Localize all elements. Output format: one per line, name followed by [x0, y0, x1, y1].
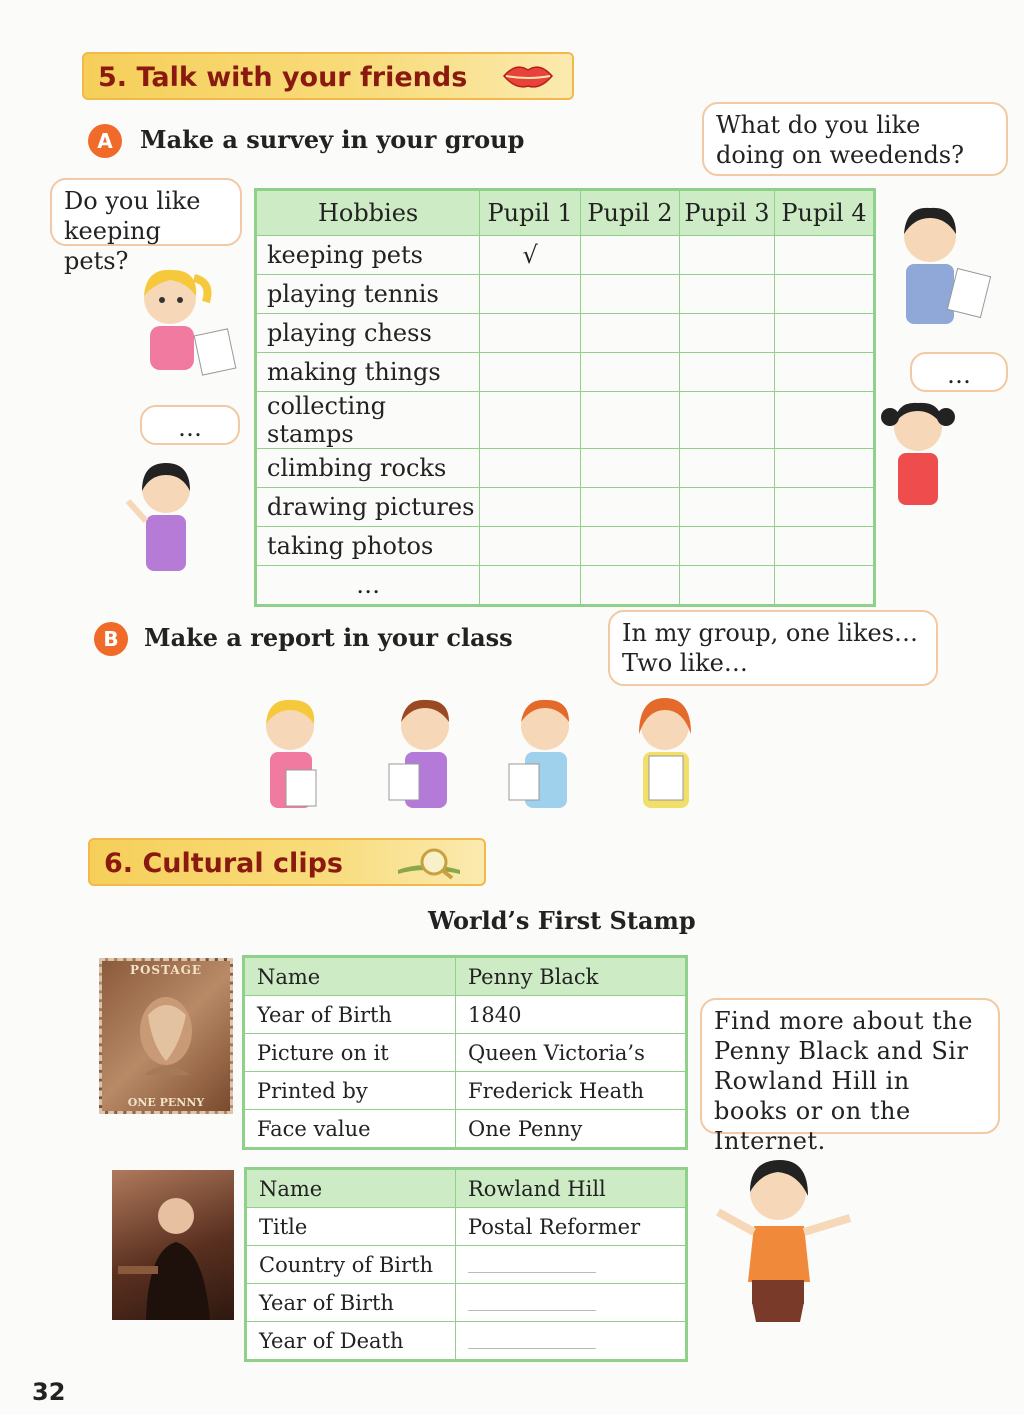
survey-cell[interactable]	[480, 527, 581, 566]
hobby-cell: keeping pets	[256, 236, 480, 275]
survey-cell[interactable]	[679, 566, 774, 606]
survey-header-hobbies: Hobbies	[256, 190, 480, 236]
survey-cell[interactable]	[480, 488, 581, 527]
survey-cell[interactable]	[581, 392, 680, 449]
survey-cell[interactable]	[581, 449, 680, 488]
survey-header-pupil-3: Pupil 3	[679, 190, 774, 236]
info-value: Penny Black	[456, 957, 687, 996]
blank-line[interactable]	[468, 1328, 596, 1349]
girl-pigtails-illustration	[880, 395, 960, 515]
table-row	[246, 1246, 687, 1284]
survey-cell[interactable]	[775, 527, 875, 566]
info-label: Country of Birth	[246, 1246, 456, 1284]
answer-blank[interactable]	[456, 1284, 687, 1322]
page-number: 32	[32, 1378, 66, 1406]
seated-man-portrait-icon	[112, 1170, 234, 1320]
section-6-banner	[88, 838, 486, 886]
speech-bubble-dots-right: …	[910, 352, 1008, 392]
info-label: Printed by	[244, 1072, 456, 1110]
survey-cell[interactable]	[581, 236, 680, 275]
part-a-heading: Make a survey in your group	[140, 125, 525, 154]
survey-cell[interactable]	[480, 449, 581, 488]
info-label: Year of Death	[246, 1322, 456, 1361]
answer-blank[interactable]	[456, 1246, 687, 1284]
part-a-badge: A	[88, 124, 122, 158]
survey-cell[interactable]	[679, 314, 774, 353]
hobby-cell: playing chess	[256, 314, 480, 353]
speech-bubble-weekend: What do you like doing on weedends?	[702, 102, 1008, 176]
table-row	[256, 314, 875, 353]
blank-line[interactable]	[468, 1290, 596, 1311]
answer-blank[interactable]	[456, 1322, 687, 1361]
survey-header-pupil-4: Pupil 4	[775, 190, 875, 236]
hobby-cell: climbing rocks	[256, 449, 480, 488]
survey-cell[interactable]	[581, 488, 680, 527]
survey-header-pupil-1: Pupil 1	[480, 190, 581, 236]
survey-cell[interactable]	[775, 236, 875, 275]
table-row	[256, 449, 875, 488]
survey-cell[interactable]	[679, 236, 774, 275]
hobby-cell-ellipsis: …	[256, 566, 480, 606]
survey-cell[interactable]: √	[480, 236, 581, 275]
stamp-bottom-text: ONE PENNY	[127, 1096, 205, 1109]
info-label: Face value	[244, 1110, 456, 1149]
table-row	[246, 1208, 687, 1246]
survey-cell[interactable]	[775, 566, 875, 606]
table-row	[256, 392, 875, 449]
speech-bubble-dots-left: …	[140, 405, 240, 445]
table-row	[244, 1072, 687, 1110]
survey-cell[interactable]	[679, 353, 774, 392]
table-row	[244, 1110, 687, 1149]
survey-cell[interactable]	[679, 392, 774, 449]
survey-cell[interactable]	[581, 566, 680, 606]
table-row	[246, 1284, 687, 1322]
survey-cell[interactable]	[480, 275, 581, 314]
part-b-heading: Make a report in your class	[144, 623, 513, 652]
survey-cell[interactable]	[581, 527, 680, 566]
section-5-banner	[82, 52, 574, 100]
blank-line[interactable]	[468, 1252, 596, 1273]
info-label: Name	[244, 957, 456, 996]
survey-cell[interactable]	[679, 275, 774, 314]
magnifying-glass-icon	[394, 844, 464, 882]
hobby-cell: collecting stamps	[256, 392, 480, 449]
info-value: Postal Reformer	[456, 1208, 687, 1246]
hobby-cell: making things	[256, 353, 480, 392]
hobby-cell: taking photos	[256, 527, 480, 566]
survey-header-row	[256, 190, 875, 236]
table-row	[256, 566, 875, 606]
table-row	[244, 1034, 687, 1072]
survey-header-pupil-2: Pupil 2	[581, 190, 680, 236]
table-row	[246, 1322, 687, 1361]
info-label: Year of Birth	[246, 1284, 456, 1322]
rowland-hill-table	[244, 1167, 688, 1362]
survey-cell[interactable]	[581, 353, 680, 392]
info-value: Rowland Hill	[456, 1169, 687, 1208]
boy-with-paper-illustration	[900, 200, 1000, 335]
rowland-hill-portrait-image	[112, 1170, 234, 1320]
survey-cell[interactable]	[480, 314, 581, 353]
survey-cell[interactable]	[775, 353, 875, 392]
table-row	[256, 353, 875, 392]
survey-cell[interactable]	[775, 449, 875, 488]
section-5-title: 5. Talk with your friends	[98, 62, 468, 93]
info-label: Picture on it	[244, 1034, 456, 1072]
girl-with-paper-illustration	[128, 262, 238, 392]
survey-cell[interactable]	[480, 566, 581, 606]
survey-cell[interactable]	[679, 527, 774, 566]
table-row	[256, 275, 875, 314]
info-value: 1840	[456, 996, 687, 1034]
speech-bubble-report: In my group, one likes… Two like…	[608, 610, 938, 686]
info-value: Frederick Heath	[456, 1072, 687, 1110]
girl-waving-illustration	[118, 455, 208, 580]
speech-bubble-find-more: Find more about the Penny Black and Sir Rowland Hill in books or on the Internet.	[700, 998, 1000, 1134]
section-6-title: 6. Cultural clips	[104, 848, 343, 879]
info-value: One Penny	[456, 1110, 687, 1149]
survey-cell[interactable]	[775, 314, 875, 353]
stamp-section-heading: World’s First Stamp	[428, 906, 696, 935]
hobby-cell: drawing pictures	[256, 488, 480, 527]
penny-black-stamp-image	[99, 958, 233, 1114]
stamp-top-text: POSTAGE	[129, 963, 203, 977]
table-row	[246, 1169, 687, 1208]
survey-cell[interactable]	[775, 275, 875, 314]
penny-black-table	[242, 955, 688, 1150]
hobby-cell: playing tennis	[256, 275, 480, 314]
survey-cell[interactable]	[480, 392, 581, 449]
info-label: Name	[246, 1169, 456, 1208]
survey-cell[interactable]	[480, 353, 581, 392]
group-of-four-children-illustration	[250, 690, 710, 820]
info-label: Year of Birth	[244, 996, 456, 1034]
lips-icon	[502, 62, 554, 90]
survey-cell[interactable]	[679, 449, 774, 488]
table-row	[256, 236, 875, 275]
survey-cell[interactable]	[775, 392, 875, 449]
table-row	[256, 488, 875, 527]
table-row	[256, 527, 875, 566]
part-b-badge: B	[94, 622, 128, 656]
queen-profile-icon	[130, 985, 202, 1087]
table-row	[244, 957, 687, 996]
girl-arms-open-illustration	[700, 1152, 870, 1322]
survey-cell[interactable]	[775, 488, 875, 527]
survey-cell[interactable]	[679, 488, 774, 527]
info-value: Queen Victoria’s	[456, 1034, 687, 1072]
table-row	[244, 996, 687, 1034]
survey-cell[interactable]	[581, 314, 680, 353]
info-label: Title	[246, 1208, 456, 1246]
speech-bubble-pets: Do you like keeping pets?	[50, 178, 242, 246]
survey-table	[254, 188, 876, 607]
survey-cell[interactable]	[581, 275, 680, 314]
